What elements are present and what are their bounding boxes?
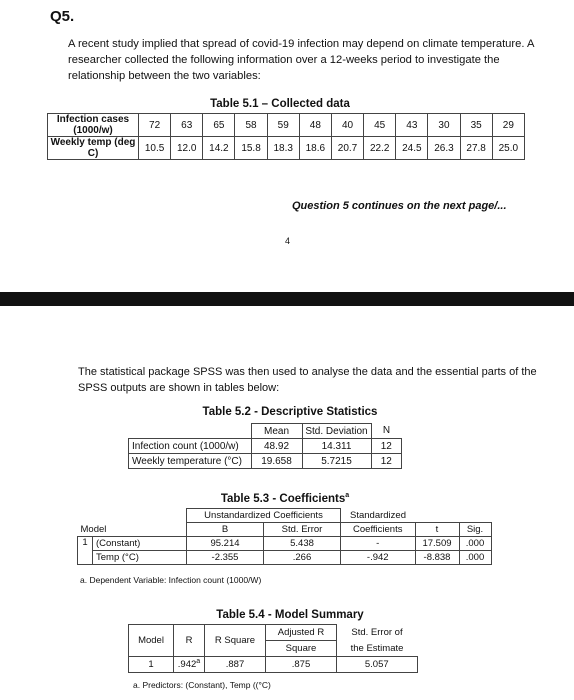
cell-b: -2.355 [187, 551, 264, 565]
table-row [78, 509, 492, 523]
table-row [78, 537, 492, 551]
cell-model: 1 [129, 657, 174, 673]
row-label-temp: Weekly temp (deg C) [48, 137, 139, 160]
cell-r-sup: a [196, 658, 201, 666]
header-std: Standardized [350, 509, 406, 521]
cell-n: 12 [371, 439, 402, 454]
temp-cell: 15.8 [235, 137, 267, 160]
table-row [129, 625, 418, 641]
cell-r [174, 657, 205, 673]
infection-cell: 59 [267, 114, 299, 137]
coefficients-table [77, 508, 492, 565]
header-se-1: Std. Error of [351, 627, 403, 638]
infection-cell: 58 [235, 114, 267, 137]
row-label: Weekly temperature (°C) [129, 454, 252, 469]
header-n: N [382, 425, 391, 437]
table-row [129, 657, 418, 673]
cell-sd: 14.311 [302, 439, 371, 454]
spss-intro-text: The statistical package SPSS was then used to analyse the data and the essential parts of the SPSS outputs are shown in tables below: [78, 366, 537, 394]
cell-sd: 5.7215 [302, 454, 371, 469]
infection-cell: 65 [203, 114, 235, 137]
temp-cell: 22.2 [364, 137, 396, 160]
model-summary-table [128, 624, 418, 673]
descriptive-stats-table [128, 423, 402, 469]
header-unstd: Unstandardized Coefficients [187, 509, 341, 523]
table4-title: Table 5.4 - Model Summary [216, 609, 364, 621]
row-label-infection: Infection cases (1000/w) [48, 114, 139, 137]
table2-title: Table 5.2 - Descriptive Statistics [202, 406, 378, 418]
temp-cell: 25.0 [492, 137, 524, 160]
page-number: 4 [285, 236, 291, 246]
row-label: Temp (°C) [93, 551, 187, 565]
infection-cell: 72 [139, 114, 171, 137]
coefficients-note: a. Dependent Variable: Infection count (1000/W) [80, 575, 262, 585]
infection-cell: 43 [396, 114, 428, 137]
cell-se: 5.057 [337, 657, 418, 673]
infection-cell: 45 [364, 114, 396, 137]
infection-cell: 63 [171, 114, 203, 137]
cell-se: 5.438 [264, 537, 341, 551]
header-coef: Coefficients [341, 523, 416, 537]
header-se-2: the Estimate [350, 642, 404, 654]
table1-title: Table 5.1 – Collected data [210, 98, 350, 110]
cell-b: 95.214 [187, 537, 264, 551]
header-sig: Sig. [459, 523, 491, 537]
temp-cell: 18.6 [299, 137, 331, 160]
table-row [129, 424, 402, 439]
header-sd: Std. Deviation [302, 424, 371, 439]
table-row [78, 523, 492, 537]
row-label: Infection count (1000/w) [129, 439, 252, 454]
intro-text: A recent study implied that spread of covid-19 infection may depend on climate temperature. A researcher collected the following information over a 12-weeks period to investigate the relationship between the two variables: [68, 38, 534, 82]
page-divider [0, 292, 574, 306]
infection-cell: 35 [460, 114, 492, 137]
cell-se: .266 [264, 551, 341, 565]
temp-cell: 27.8 [460, 137, 492, 160]
header-b: B [187, 523, 264, 537]
temp-cell: 18.3 [267, 137, 299, 160]
cell-sig: .000 [459, 551, 491, 565]
header-model: Model [80, 523, 107, 535]
temp-cell: 20.7 [331, 137, 363, 160]
header-mean: Mean [251, 424, 302, 439]
infection-cell: 29 [492, 114, 524, 137]
header-se: Std. Error [264, 523, 341, 537]
cell-t: 17.509 [415, 537, 459, 551]
model-summary-note: a. Predictors: (Constant), Temp ((°C) [133, 680, 271, 690]
cell-t: -8.838 [415, 551, 459, 565]
question-number: Q5. [50, 8, 75, 25]
header-t: t [415, 523, 459, 537]
table3-title [200, 492, 370, 505]
table-row [48, 137, 525, 160]
infection-cell: 48 [299, 114, 331, 137]
header-adj-2: Square [266, 641, 337, 657]
header-adj-1: Adjusted R [266, 625, 337, 641]
cell-rsq: .887 [205, 657, 266, 673]
header-model: Model [129, 625, 174, 657]
header-rsq: R Square [205, 625, 266, 657]
cell-adj: .875 [266, 657, 337, 673]
table-row [78, 551, 492, 565]
header-r: R [174, 625, 205, 657]
cell-beta: - [341, 537, 416, 551]
temp-cell: 10.5 [139, 137, 171, 160]
infection-cell: 30 [428, 114, 460, 137]
cell-mean: 19.658 [251, 454, 302, 469]
continues-note: Question 5 continues on the next page/... [292, 200, 507, 212]
collected-data-table [47, 113, 525, 160]
cell-r-value: .942 [177, 659, 197, 671]
model-number: 1 [78, 537, 93, 565]
temp-cell: 14.2 [203, 137, 235, 160]
infection-cell: 40 [331, 114, 363, 137]
cell-mean: 48.92 [251, 439, 302, 454]
cell-n: 12 [371, 454, 402, 469]
row-label: (Constant) [93, 537, 187, 551]
table3-title-text: Table 5.3 - Coefficients [220, 492, 346, 505]
table-row [129, 454, 402, 469]
cell-sig: .000 [459, 537, 491, 551]
table-row [129, 439, 402, 454]
table3-title-sup: a [345, 492, 350, 499]
temp-cell: 24.5 [396, 137, 428, 160]
temp-cell: 12.0 [171, 137, 203, 160]
cell-beta: -.942 [341, 551, 416, 565]
table-row [48, 114, 525, 137]
temp-cell: 26.3 [428, 137, 460, 160]
